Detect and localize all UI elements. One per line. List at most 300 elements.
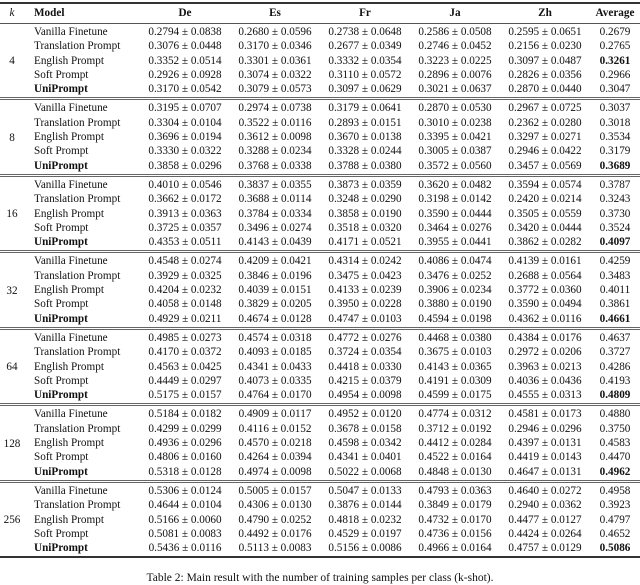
model-name: Soft Prompt [34, 221, 89, 234]
score-de: 0.3304 ± 0.0104 [148, 116, 222, 129]
score-es: 0.4570 ± 0.0218 [238, 437, 312, 450]
average-score: 0.4958 [599, 484, 631, 497]
score-es: 0.3784 ± 0.0334 [238, 207, 312, 220]
model-name: Translation Prompt [34, 40, 121, 53]
table-row [0, 360, 640, 374]
table-row [0, 481, 640, 498]
model-name: Vanilla Finetune [34, 331, 108, 344]
score-fr: 0.3179 ± 0.0641 [328, 102, 402, 115]
average-score: 0.4583 [599, 437, 631, 450]
average-score: 0.4661 [599, 312, 631, 325]
score-fr: 0.4341 ± 0.0401 [328, 451, 402, 464]
model-name: Translation Prompt [34, 346, 121, 359]
score-de: 0.3662 ± 0.0172 [148, 193, 222, 206]
score-ja: 0.2870 ± 0.0530 [418, 102, 492, 115]
score-zh: 0.2156 ± 0.0230 [508, 40, 582, 53]
k-value: 32 [6, 284, 18, 297]
model-name: UniPrompt [34, 389, 88, 402]
score-de: 0.4929 ± 0.0211 [148, 312, 222, 325]
score-ja: 0.3849 ± 0.0179 [418, 499, 492, 512]
model-name: English Prompt [34, 437, 104, 450]
score-de: 0.4353 ± 0.0511 [148, 236, 222, 249]
score-zh: 0.2420 ± 0.0214 [508, 193, 582, 206]
score-es: 0.3288 ± 0.0234 [238, 145, 312, 158]
score-es: 0.5113 ± 0.0083 [238, 542, 312, 555]
score-fr: 0.5022 ± 0.0068 [328, 465, 402, 478]
score-de: 0.3076 ± 0.0448 [148, 40, 222, 53]
score-ja: 0.4848 ± 0.0130 [418, 465, 492, 478]
model-name: Vanilla Finetune [34, 484, 108, 497]
k-value: 4 [9, 55, 15, 68]
average-score: 0.3524 [599, 221, 631, 234]
score-es: 0.3074 ± 0.0322 [238, 68, 312, 81]
average-score: 0.3018 [599, 116, 631, 129]
average-score: 0.4652 [599, 527, 631, 540]
header-average: Average [595, 7, 635, 19]
score-fr: 0.4818 ± 0.0232 [328, 513, 402, 526]
score-es: 0.3301 ± 0.0361 [238, 54, 312, 67]
score-fr: 0.3670 ± 0.0138 [328, 131, 402, 144]
score-es: 0.4574 ± 0.0318 [238, 331, 312, 344]
header-zh: Zh [538, 7, 552, 19]
score-ja: 0.2896 ± 0.0076 [418, 68, 492, 81]
score-zh: 0.4036 ± 0.0436 [508, 374, 582, 387]
model-name: Soft Prompt [34, 451, 89, 464]
score-ja: 0.3223 ± 0.0225 [418, 54, 492, 67]
score-de: 0.5436 ± 0.0116 [148, 542, 222, 555]
average-score: 0.3727 [599, 346, 631, 359]
score-zh: 0.4477 ± 0.0127 [508, 513, 582, 526]
score-de: 0.3195 ± 0.0707 [148, 102, 222, 115]
average-score: 0.4962 [599, 465, 631, 478]
table-row [0, 465, 640, 482]
score-ja: 0.4468 ± 0.0380 [418, 331, 492, 344]
score-fr: 0.4215 ± 0.0379 [328, 374, 402, 387]
score-zh: 0.4139 ± 0.0161 [508, 255, 582, 268]
score-es: 0.3688 ± 0.0114 [238, 193, 312, 206]
model-name: English Prompt [34, 54, 104, 67]
model-name: Translation Prompt [34, 269, 121, 282]
average-score: 0.4259 [599, 255, 631, 268]
model-name: Soft Prompt [34, 374, 89, 387]
model-name: UniPrompt [34, 236, 88, 249]
score-de: 0.3858 ± 0.0296 [148, 159, 222, 172]
table-row [0, 527, 640, 541]
average-score: 0.3861 [599, 298, 631, 311]
score-de: 0.5184 ± 0.0182 [148, 408, 222, 421]
score-ja: 0.4522 ± 0.0164 [418, 451, 492, 464]
average-score: 0.4286 [599, 360, 631, 373]
table-row [0, 175, 640, 192]
score-zh: 0.2826 ± 0.0356 [508, 68, 582, 81]
k-value: 128 [3, 437, 21, 450]
average-score: 0.3047 [599, 83, 631, 96]
score-fr: 0.2677 ± 0.0349 [328, 40, 402, 53]
table-row [0, 436, 640, 450]
k-value: 8 [9, 131, 15, 144]
average-score: 0.2679 [599, 26, 631, 38]
score-es: 0.5005 ± 0.0157 [238, 484, 312, 497]
score-zh: 0.3772 ± 0.0360 [508, 284, 582, 297]
model-name: UniPrompt [34, 312, 88, 325]
table-row [0, 82, 640, 99]
score-ja: 0.4412 ± 0.0284 [418, 437, 492, 450]
score-es: 0.3837 ± 0.0355 [238, 178, 312, 191]
score-fr: 0.4133 ± 0.0239 [328, 284, 402, 297]
header-de: De [178, 7, 192, 19]
table-row [0, 207, 640, 221]
score-ja: 0.3476 ± 0.0252 [418, 269, 492, 282]
score-es: 0.3768 ± 0.0338 [238, 159, 312, 172]
score-zh: 0.2946 ± 0.0422 [508, 145, 582, 158]
header-fr: Fr [359, 7, 371, 19]
average-score: 0.2966 [599, 68, 631, 81]
score-es: 0.3079 ± 0.0573 [238, 83, 312, 96]
table-row [0, 221, 640, 235]
average-score: 0.3261 [599, 54, 631, 67]
score-es: 0.4674 ± 0.0128 [238, 312, 312, 325]
score-de: 0.4449 ± 0.0297 [148, 374, 222, 387]
score-de: 0.3352 ± 0.0514 [148, 54, 222, 67]
score-es: 0.3496 ± 0.0274 [238, 221, 312, 234]
score-es: 0.2974 ± 0.0738 [238, 102, 312, 115]
table-row [0, 99, 640, 116]
header-k: k [9, 7, 15, 19]
results-table [0, 2, 640, 558]
score-fr: 0.3724 ± 0.0354 [328, 346, 402, 359]
score-ja: 0.4732 ± 0.0170 [418, 513, 492, 526]
score-fr: 0.3110 ± 0.0572 [328, 68, 402, 81]
score-zh: 0.4384 ± 0.0176 [508, 331, 582, 344]
score-fr: 0.3858 ± 0.0190 [328, 207, 402, 220]
score-zh: 0.3862 ± 0.0282 [508, 236, 582, 249]
score-ja: 0.4143 ± 0.0365 [418, 360, 492, 373]
average-score: 0.4797 [599, 513, 631, 526]
score-es: 0.4209 ± 0.0421 [238, 255, 312, 268]
score-ja: 0.3010 ± 0.0238 [418, 116, 492, 129]
score-ja: 0.4594 ± 0.0198 [418, 312, 492, 325]
score-zh: 0.3590 ± 0.0494 [508, 298, 582, 311]
score-zh: 0.4397 ± 0.0131 [508, 437, 582, 450]
table-row [0, 130, 640, 144]
score-de: 0.3913 ± 0.0363 [148, 207, 222, 220]
model-name: English Prompt [34, 207, 104, 220]
score-fr: 0.3097 ± 0.0629 [328, 83, 402, 96]
score-fr: 0.4418 ± 0.0330 [328, 360, 402, 373]
score-de: 0.3170 ± 0.0542 [148, 83, 222, 96]
score-zh: 0.2870 ± 0.0440 [508, 83, 582, 96]
score-de: 0.4985 ± 0.0273 [148, 331, 222, 344]
score-es: 0.4790 ± 0.0252 [238, 513, 312, 526]
score-zh: 0.3963 ± 0.0213 [508, 360, 582, 373]
table-row [0, 422, 640, 436]
table-row [0, 235, 640, 252]
score-es: 0.4264 ± 0.0394 [238, 451, 312, 464]
score-ja: 0.3590 ± 0.0444 [418, 207, 492, 220]
table-row [0, 405, 640, 422]
score-de: 0.4058 ± 0.0148 [148, 298, 222, 311]
table-row [0, 297, 640, 311]
score-de: 0.4563 ± 0.0425 [148, 360, 222, 373]
score-fr: 0.4529 ± 0.0197 [328, 527, 402, 540]
score-zh: 0.2967 ± 0.0725 [508, 102, 582, 115]
score-fr: 0.5047 ± 0.0133 [328, 484, 402, 497]
score-zh: 0.4424 ± 0.0264 [508, 527, 582, 540]
model-name: Translation Prompt [34, 499, 121, 512]
score-es: 0.4764 ± 0.0170 [238, 389, 312, 402]
table-row [0, 541, 640, 557]
model-name: UniPrompt [34, 465, 88, 478]
score-ja: 0.3021 ± 0.0637 [418, 83, 492, 96]
score-fr: 0.3873 ± 0.0359 [328, 178, 402, 191]
score-de: 0.4806 ± 0.0160 [148, 451, 222, 464]
table-caption: Table 2: Main result with the number of training samples per class (k-shot). [146, 572, 494, 584]
average-score: 0.3787 [599, 178, 631, 191]
average-score: 0.4470 [599, 451, 631, 464]
score-zh: 0.3594 ± 0.0574 [508, 178, 582, 191]
model-name: UniPrompt [34, 83, 88, 96]
table-row [0, 513, 640, 527]
score-zh: 0.3505 ± 0.0559 [508, 207, 582, 220]
model-name: UniPrompt [34, 159, 88, 172]
table-row [0, 450, 640, 464]
score-es: 0.3522 ± 0.0116 [238, 116, 312, 129]
score-de: 0.3929 ± 0.0325 [148, 269, 222, 282]
score-zh: 0.2940 ± 0.0362 [508, 499, 582, 512]
score-fr: 0.2893 ± 0.0151 [328, 116, 402, 129]
score-zh: 0.4581 ± 0.0173 [508, 408, 582, 421]
score-fr: 0.3332 ± 0.0354 [328, 54, 402, 67]
table-row [0, 269, 640, 283]
score-fr: 0.2738 ± 0.0648 [328, 26, 402, 38]
score-ja: 0.4966 ± 0.0164 [418, 542, 492, 555]
score-ja: 0.3395 ± 0.0421 [418, 131, 492, 144]
score-es: 0.4073 ± 0.0335 [238, 374, 312, 387]
model-name: English Prompt [34, 131, 104, 144]
score-de: 0.4644 ± 0.0104 [148, 499, 222, 512]
model-name: Vanilla Finetune [34, 408, 108, 421]
table-row [0, 159, 640, 176]
table-row [0, 68, 640, 82]
header-es: Es [269, 7, 281, 19]
score-de: 0.5175 ± 0.0157 [148, 389, 222, 402]
model-name: Vanilla Finetune [34, 26, 108, 38]
model-name: Vanilla Finetune [34, 102, 108, 115]
header-model: Model [34, 7, 65, 19]
score-zh: 0.3297 ± 0.0271 [508, 131, 582, 144]
score-zh: 0.4555 ± 0.0313 [508, 389, 582, 402]
score-es: 0.4093 ± 0.0185 [238, 346, 312, 359]
model-name: Soft Prompt [34, 298, 89, 311]
k-group-256 [0, 481, 640, 557]
score-es: 0.4974 ± 0.0098 [238, 465, 312, 478]
table-row [0, 388, 640, 405]
score-de: 0.3696 ± 0.0194 [148, 131, 222, 144]
model-name: Vanilla Finetune [34, 178, 108, 191]
score-de: 0.4936 ± 0.0296 [148, 437, 222, 450]
score-de: 0.5306 ± 0.0124 [148, 484, 222, 497]
score-zh: 0.2362 ± 0.0280 [508, 116, 582, 129]
average-score: 0.3923 [599, 499, 631, 512]
score-ja: 0.4191 ± 0.0309 [418, 374, 492, 387]
score-zh: 0.4419 ± 0.0143 [508, 451, 582, 464]
score-ja: 0.3906 ± 0.0234 [418, 284, 492, 297]
model-name: Soft Prompt [34, 68, 89, 81]
score-ja: 0.4793 ± 0.0363 [418, 484, 492, 497]
score-ja: 0.3712 ± 0.0192 [418, 422, 492, 435]
score-de: 0.2926 ± 0.0928 [148, 68, 222, 81]
k-group-16 [0, 175, 640, 251]
header-row [0, 3, 640, 24]
score-ja: 0.2586 ± 0.0508 [418, 26, 492, 38]
average-score: 0.3689 [599, 159, 631, 172]
average-score: 0.4097 [599, 236, 631, 249]
score-es: 0.4341 ± 0.0433 [238, 360, 312, 373]
average-score: 0.4880 [599, 408, 631, 421]
table-row [0, 54, 640, 68]
k-group-64 [0, 328, 640, 404]
table-row [0, 312, 640, 329]
table-row [0, 498, 640, 512]
score-ja: 0.3198 ± 0.0142 [418, 193, 492, 206]
model-name: Translation Prompt [34, 116, 121, 129]
score-zh: 0.4362 ± 0.0116 [508, 312, 582, 325]
score-ja: 0.3880 ± 0.0190 [418, 298, 492, 311]
score-fr: 0.3328 ± 0.0244 [328, 145, 402, 158]
score-ja: 0.3675 ± 0.0103 [418, 346, 492, 359]
table-row [0, 345, 640, 359]
score-fr: 0.3788 ± 0.0380 [328, 159, 402, 172]
model-name: English Prompt [34, 284, 104, 297]
score-de: 0.4170 ± 0.0372 [148, 346, 222, 359]
average-score: 0.3750 [599, 422, 631, 435]
average-score: 0.3243 [599, 193, 631, 206]
k-value: 256 [3, 514, 21, 526]
score-fr: 0.4772 ± 0.0276 [328, 331, 402, 344]
average-score: 0.4193 [599, 374, 631, 387]
average-score: 0.4011 [599, 284, 631, 297]
score-zh: 0.4640 ± 0.0272 [508, 484, 582, 497]
score-es: 0.4306 ± 0.0130 [238, 499, 312, 512]
average-score: 0.3534 [599, 131, 631, 144]
score-ja: 0.2746 ± 0.0452 [418, 40, 492, 53]
score-es: 0.4039 ± 0.0151 [238, 284, 312, 297]
score-zh: 0.3097 ± 0.0487 [508, 54, 582, 67]
score-zh: 0.3457 ± 0.0569 [508, 159, 582, 172]
model-name: English Prompt [34, 360, 104, 373]
score-zh: 0.2972 ± 0.0206 [508, 346, 582, 359]
score-es: 0.4116 ± 0.0152 [238, 422, 312, 435]
score-fr: 0.4747 ± 0.0103 [328, 312, 402, 325]
score-ja: 0.3955 ± 0.0441 [418, 236, 492, 249]
score-fr: 0.3518 ± 0.0320 [328, 221, 402, 234]
score-de: 0.4010 ± 0.0546 [148, 178, 222, 191]
score-fr: 0.4952 ± 0.0120 [328, 408, 402, 421]
score-es: 0.3846 ± 0.0196 [238, 269, 312, 282]
score-zh: 0.3420 ± 0.0444 [508, 221, 582, 234]
score-fr: 0.5156 ± 0.0086 [328, 542, 402, 555]
score-zh: 0.2688 ± 0.0564 [508, 269, 582, 282]
score-fr: 0.4314 ± 0.0242 [328, 255, 402, 268]
average-score: 0.4637 [599, 331, 631, 344]
k-value: 64 [6, 361, 18, 374]
score-fr: 0.4171 ± 0.0521 [328, 236, 402, 249]
average-score: 0.3730 [599, 207, 631, 220]
k-value: 16 [6, 208, 18, 221]
score-de: 0.3725 ± 0.0357 [148, 221, 222, 234]
score-ja: 0.4736 ± 0.0156 [418, 527, 492, 540]
k-group-8 [0, 99, 640, 175]
score-fr: 0.4954 ± 0.0098 [328, 389, 402, 402]
score-de: 0.2794 ± 0.0838 [148, 26, 222, 38]
table-row [0, 252, 640, 269]
score-de: 0.5081 ± 0.0083 [148, 527, 222, 540]
score-es: 0.4909 ± 0.0117 [238, 408, 312, 421]
average-score: 0.3483 [599, 269, 631, 282]
model-name: Soft Prompt [34, 145, 89, 158]
score-ja: 0.3572 ± 0.0560 [418, 159, 492, 172]
score-zh: 0.2946 ± 0.0296 [508, 422, 582, 435]
model-name: UniPrompt [34, 542, 88, 555]
score-de: 0.3330 ± 0.0322 [148, 145, 222, 158]
table-row [0, 39, 640, 53]
score-es: 0.3612 ± 0.0098 [238, 131, 312, 144]
score-de: 0.4548 ± 0.0274 [148, 255, 222, 268]
score-es: 0.2680 ± 0.0596 [238, 26, 312, 38]
average-score: 0.3037 [599, 102, 631, 115]
score-ja: 0.3005 ± 0.0387 [418, 145, 492, 158]
model-name: Translation Prompt [34, 422, 121, 435]
header-ja: Ja [449, 7, 461, 19]
score-zh: 0.2595 ± 0.0651 [508, 26, 582, 38]
average-score: 0.2765 [599, 40, 631, 53]
table-row [0, 144, 640, 158]
table-row [0, 328, 640, 345]
average-score: 0.4809 [599, 389, 631, 402]
score-ja: 0.3464 ± 0.0276 [418, 221, 492, 234]
score-fr: 0.3678 ± 0.0158 [328, 422, 402, 435]
score-es: 0.4492 ± 0.0176 [238, 527, 312, 540]
score-de: 0.5318 ± 0.0128 [148, 465, 222, 478]
score-fr: 0.3248 ± 0.0290 [328, 193, 402, 206]
score-es: 0.3170 ± 0.0346 [238, 40, 312, 53]
k-group-128 [0, 405, 640, 481]
k-group-4 [0, 24, 640, 99]
table-row [0, 24, 640, 40]
table-row [0, 192, 640, 206]
model-name: English Prompt [34, 513, 104, 526]
model-name: Vanilla Finetune [34, 255, 108, 268]
table-row [0, 283, 640, 297]
score-de: 0.5166 ± 0.0060 [148, 513, 222, 526]
score-es: 0.3829 ± 0.0205 [238, 298, 312, 311]
average-score: 0.3179 [599, 145, 631, 158]
score-ja: 0.4774 ± 0.0312 [418, 408, 492, 421]
score-fr: 0.3475 ± 0.0423 [328, 269, 402, 282]
k-group-32 [0, 252, 640, 328]
score-fr: 0.4598 ± 0.0342 [328, 437, 402, 450]
model-name: Soft Prompt [34, 527, 89, 540]
score-ja: 0.4086 ± 0.0474 [418, 255, 492, 268]
score-de: 0.4299 ± 0.0299 [148, 422, 222, 435]
model-name: Translation Prompt [34, 193, 121, 206]
score-zh: 0.4757 ± 0.0129 [508, 542, 582, 555]
average-score: 0.5086 [599, 542, 631, 555]
score-ja: 0.4599 ± 0.0175 [418, 389, 492, 402]
score-fr: 0.3950 ± 0.0228 [328, 298, 402, 311]
score-ja: 0.3620 ± 0.0482 [418, 178, 492, 191]
score-fr: 0.3876 ± 0.0144 [328, 499, 402, 512]
